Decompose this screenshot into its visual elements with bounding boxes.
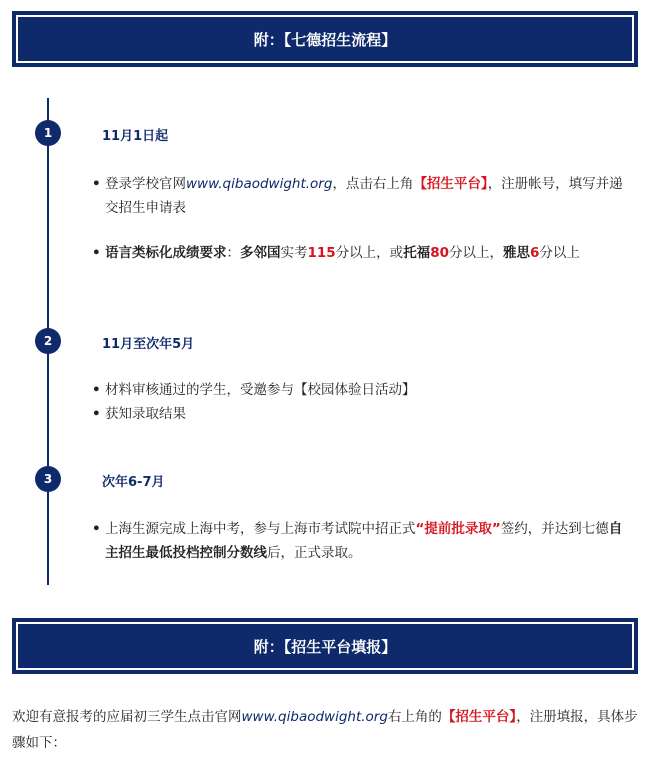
- step-3-item-1-text-c: 后，正式录取。: [267, 545, 362, 561]
- step-1-item-1: [92, 172, 632, 220]
- duolingo-label: 多邻国: [240, 245, 281, 261]
- intro-text-c: ，注册填报，具体步骤如下：: [12, 709, 638, 751]
- step-2-item-1-text: 材料审核通过的学生，受邀参与【校园体验日活动】: [105, 382, 416, 398]
- intro-website-link[interactable]: www.qibaodwight.org: [241, 709, 388, 725]
- admission-platform-highlight: 【招生平台】: [413, 176, 488, 192]
- bullet: •: [92, 176, 101, 192]
- step-1-item-2: [92, 241, 632, 265]
- step-3-item-1-text-b: 签约，并达到七德: [500, 521, 609, 537]
- intro-platform-highlight: 【招生平台】: [441, 709, 517, 725]
- process-banner-title: 附：【七德招生流程】: [16, 15, 634, 63]
- bullet: •: [92, 382, 101, 398]
- platform-banner-title: 附：【招生平台填报】: [16, 622, 634, 670]
- step-2-item-2-text: 获知录取结果: [105, 406, 186, 422]
- bullet: •: [92, 245, 101, 261]
- intro-paragraph: [12, 704, 642, 756]
- step-2-item-2: [92, 402, 632, 426]
- bullet: •: [92, 406, 101, 422]
- step-1-item-1-text-a: 登录学校官网: [105, 176, 186, 192]
- platform-banner: [12, 618, 638, 674]
- duolingo-score: 115: [307, 245, 336, 261]
- text: 分以上，: [448, 245, 503, 261]
- step-3-number: 3: [35, 466, 61, 492]
- step-1-item-1-text-b: ，点击右上角: [332, 176, 414, 192]
- process-banner: [12, 11, 638, 67]
- step-3-item-1: [92, 517, 632, 565]
- text: 分以上，或: [335, 245, 404, 261]
- step-1-number: 1: [35, 120, 61, 146]
- step-3-item-1-text-a: 上海生源完成上海中考，参与上海市考试院中招正式: [105, 521, 416, 537]
- minimum-score-line: 自主招生最低投档控制分数线: [105, 521, 623, 561]
- bullet: •: [92, 521, 101, 537]
- ielts-score: 6: [529, 245, 540, 261]
- toefl-label: 托福: [403, 245, 431, 261]
- text: 分以上: [539, 245, 580, 261]
- step-1-item-1-text-c: ，注册帐号，填写并递交招生申请表: [105, 176, 623, 216]
- language-requirement-label: 语言类标化成绩要求: [105, 245, 227, 261]
- step-2-number: 2: [35, 328, 61, 354]
- step-2-title: 11月至次年5月: [102, 337, 195, 352]
- step-1-title: 11月1日起: [102, 129, 169, 144]
- colon: ：: [226, 245, 240, 261]
- early-admission-highlight: “提前批录取”: [415, 521, 501, 537]
- toefl-score: 80: [430, 245, 449, 261]
- text: 实考: [280, 245, 308, 261]
- step-3-title: 次年6-7月: [102, 475, 165, 490]
- step-2-item-1: [92, 378, 632, 402]
- school-website-link[interactable]: www.qibaodwight.org: [186, 176, 333, 192]
- ielts-label: 雅思: [502, 245, 530, 261]
- intro-text-a: 欢迎有意报考的应届初三学生点击官网: [12, 709, 242, 725]
- intro-text-b: 右上角的: [387, 709, 442, 725]
